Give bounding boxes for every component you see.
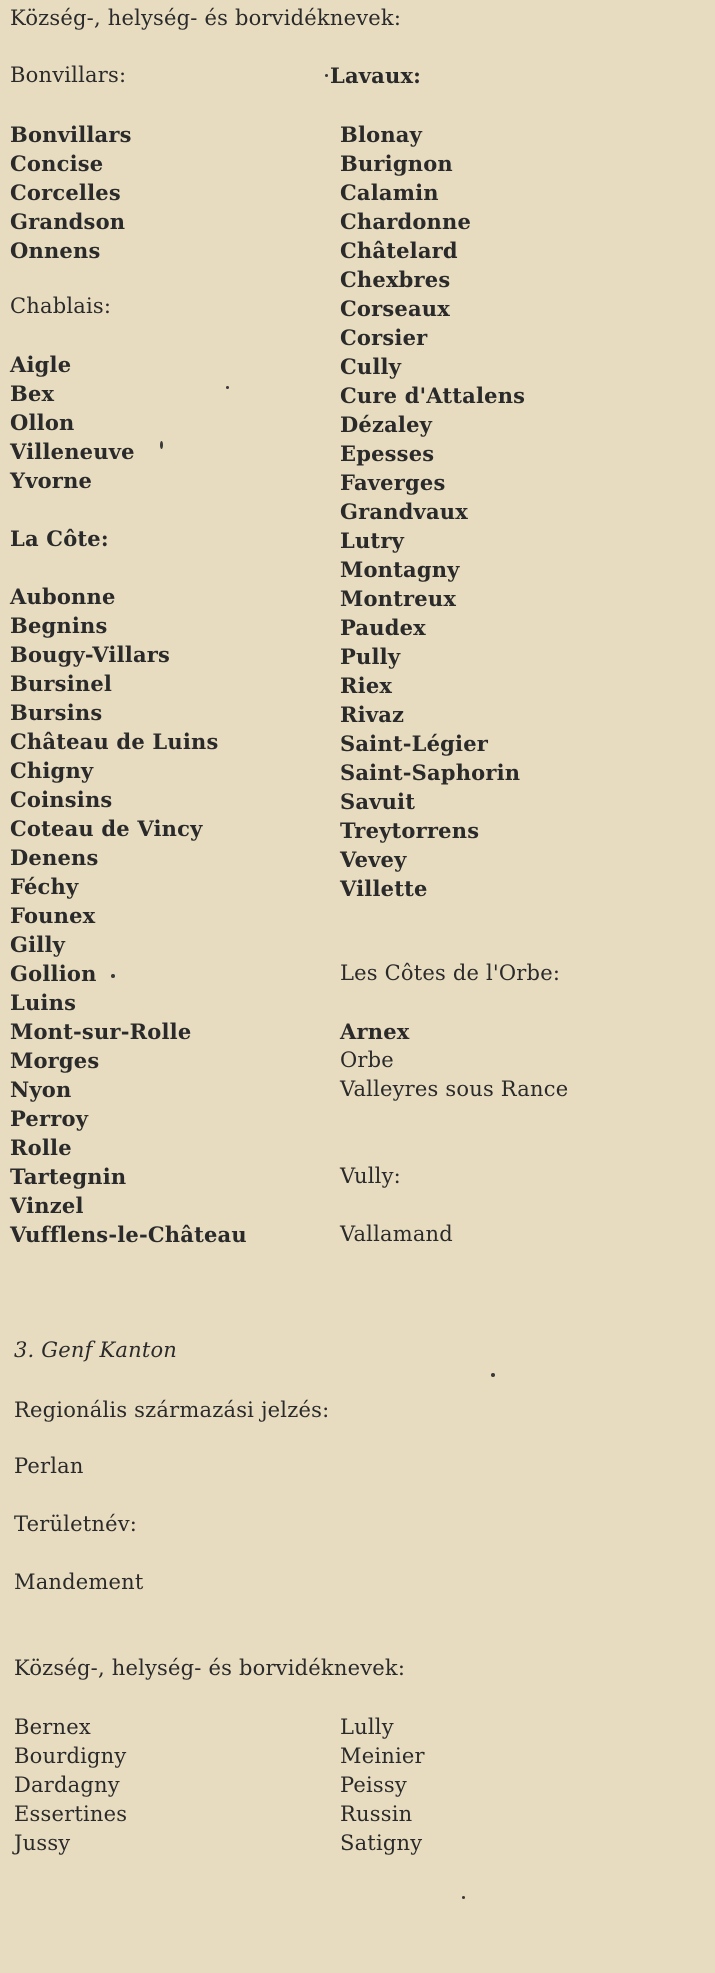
section-heading-geneva: 3. Genf Kanton — [14, 1338, 178, 1362]
list-item: Villette — [340, 876, 428, 901]
list-item: Riex — [340, 673, 393, 698]
scan-speck — [462, 1896, 465, 1899]
scan-speck — [491, 1373, 495, 1377]
list-item: Onnens — [10, 238, 101, 263]
list-item: Tartegnin — [10, 1164, 127, 1189]
list-item: Vinzel — [10, 1193, 84, 1218]
list-item: Château de Luins — [10, 729, 219, 754]
list-item: Rivaz — [340, 702, 405, 727]
list-item: Cure d'Attalens — [340, 383, 526, 408]
list-item: Dardagny — [14, 1773, 120, 1797]
list-item: Saint-Légier — [340, 731, 489, 756]
list-item: Paudex — [340, 615, 426, 640]
list-vully — [340, 1220, 453, 1249]
list-item: Corsier — [340, 325, 428, 350]
list-bonvillars — [10, 120, 132, 265]
list-item: Bursins — [10, 700, 103, 725]
list-item: Meinier — [340, 1744, 425, 1768]
list-item: Denens — [10, 845, 99, 870]
regional-value: Perlan — [14, 1454, 84, 1478]
list-item: Chigny — [10, 758, 94, 783]
list-item: Dézaley — [340, 412, 433, 437]
list-item: Founex — [10, 903, 96, 928]
list-item: Grandvaux — [340, 499, 468, 524]
list-item: Gollion — [10, 961, 97, 986]
list-item: Gilly — [10, 932, 66, 957]
list-item: Coinsins — [10, 787, 113, 812]
scan-speck — [160, 441, 163, 449]
list-cotes-de-l-orbe — [340, 1017, 568, 1104]
list-item: Epesses — [340, 441, 435, 466]
list-item: Essertines — [14, 1802, 128, 1826]
list-item: Féchy — [10, 874, 79, 899]
list-item: Villeneuve — [10, 439, 135, 464]
list-geneva-col2 — [340, 1713, 425, 1858]
list-item: Morges — [10, 1048, 100, 1073]
list-item: Vallamand — [340, 1222, 453, 1246]
list-item: Vufflens-le-Château — [10, 1222, 247, 1247]
list-item: Jussy — [14, 1831, 71, 1855]
communes-label: Község-, helység- és borvidéknevek: — [14, 1656, 406, 1680]
list-item: Bougy-Villars — [10, 642, 171, 667]
group-title-la-cote: La Côte: — [10, 526, 109, 551]
scan-speck — [325, 74, 328, 77]
list-item: Treytorrens — [340, 818, 480, 843]
list-lavaux — [340, 120, 525, 903]
list-item: Cully — [340, 354, 402, 379]
list-item: Russin — [340, 1802, 413, 1826]
list-item: Chexbres — [340, 267, 451, 292]
list-item: Arnex — [340, 1019, 410, 1044]
list-item: Yvorne — [10, 468, 93, 493]
list-item: Châtelard — [340, 238, 458, 263]
list-item: Savuit — [340, 789, 416, 814]
list-chablais — [10, 350, 135, 495]
list-item: Begnins — [10, 613, 108, 638]
group-title-cotes-de-l-orbe: Les Côtes de l'Orbe: — [340, 961, 561, 985]
list-item: Aigle — [10, 352, 72, 377]
list-item: Orbe — [340, 1048, 394, 1072]
group-title-chablais: Chablais: — [10, 294, 112, 318]
list-item: Burignon — [340, 151, 453, 176]
list-item: Rolle — [10, 1135, 72, 1160]
list-item: Faverges — [340, 470, 446, 495]
list-item: Concise — [10, 151, 104, 176]
list-item: Peissy — [340, 1773, 407, 1797]
list-item: Montreux — [340, 586, 457, 611]
regional-label: Regionális származási jelzés: — [14, 1398, 330, 1422]
list-item: Bourdigny — [14, 1744, 127, 1768]
list-item: Saint-Saphorin — [340, 760, 521, 785]
list-geneva-col1 — [14, 1713, 127, 1858]
list-item: Corseaux — [340, 296, 450, 321]
list-item: Bex — [10, 381, 55, 406]
list-item: Pully — [340, 644, 401, 669]
list-item: Chardonne — [340, 209, 472, 234]
list-item: Grandson — [10, 209, 126, 234]
group-title-bonvillars: Bonvillars: — [10, 63, 127, 87]
area-value: Mandement — [14, 1570, 144, 1594]
list-item: Ollon — [10, 410, 75, 435]
scan-speck — [226, 386, 229, 389]
list-item: Vevey — [340, 847, 407, 872]
header-communes: Község-, helység- és borvidéknevek: — [10, 6, 402, 30]
list-item: Luins — [10, 990, 77, 1015]
list-item: Bursinel — [10, 671, 113, 696]
list-item: Nyon — [10, 1077, 72, 1102]
list-item: Corcelles — [10, 180, 121, 205]
list-item: Aubonne — [10, 584, 116, 609]
group-title-vully: Vully: — [340, 1164, 401, 1188]
list-item: Perroy — [10, 1106, 89, 1131]
group-title-lavaux: Lavaux: — [330, 63, 422, 88]
scan-speck — [111, 974, 115, 978]
list-item: Satigny — [340, 1831, 423, 1855]
list-item: Blonay — [340, 122, 423, 147]
list-item: Montagny — [340, 557, 460, 582]
area-label: Területnév: — [14, 1512, 138, 1536]
list-item: Bernex — [14, 1715, 91, 1739]
list-item: Mont-sur-Rolle — [10, 1019, 192, 1044]
list-item: Coteau de Vincy — [10, 816, 203, 841]
list-item: Valleyres sous Rance — [340, 1077, 569, 1101]
list-item: Calamin — [340, 180, 439, 205]
list-la-cote — [10, 582, 247, 1249]
list-item: Lully — [340, 1715, 394, 1739]
list-item: Bonvillars — [10, 122, 132, 147]
list-item: Lutry — [340, 528, 404, 553]
